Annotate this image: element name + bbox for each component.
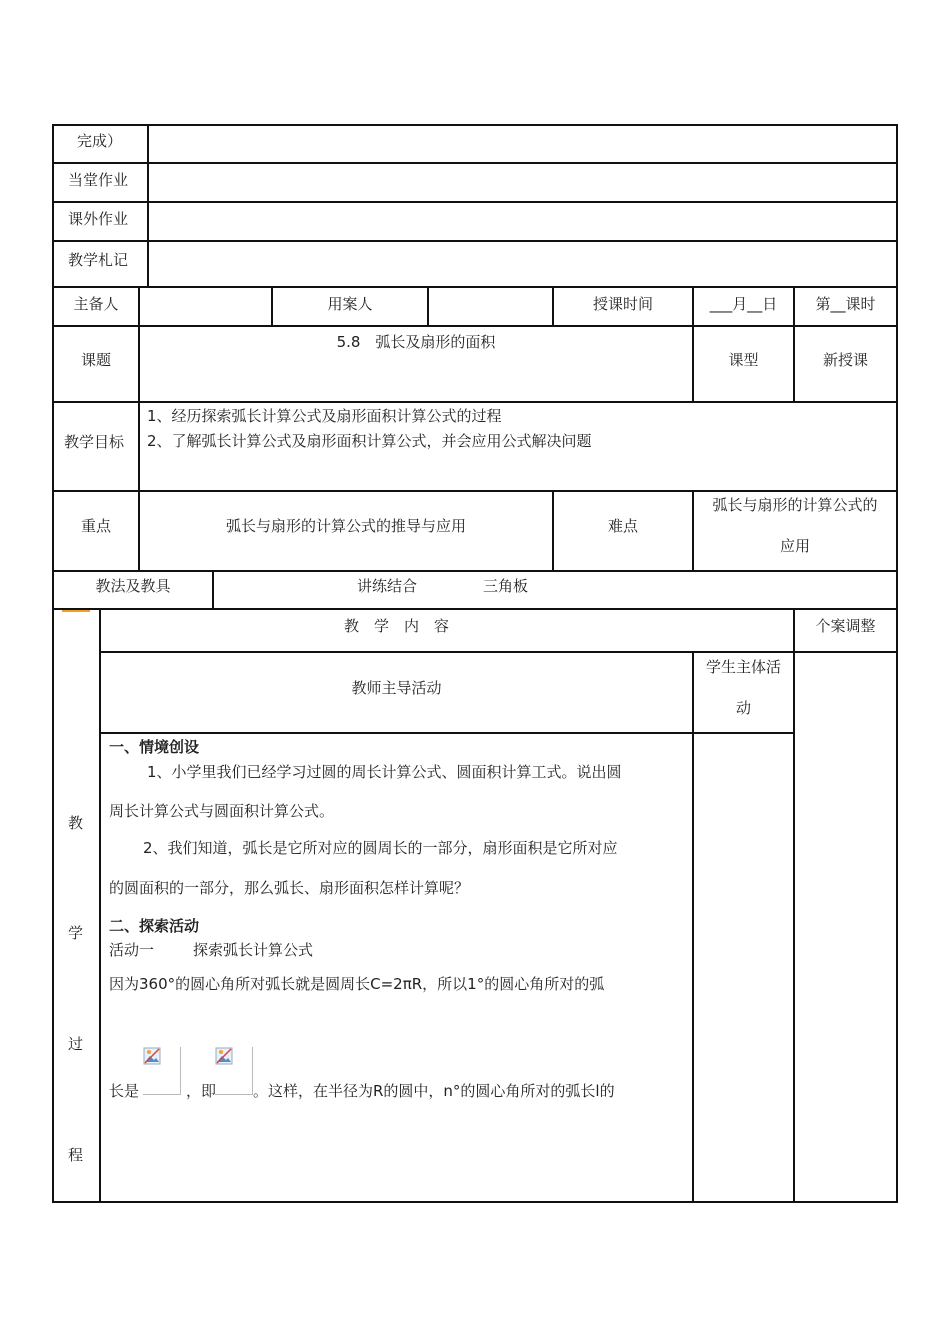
paragraph-2-line-1: 2、我们知道，弧长是它所对应的圆周长的一部分，扇形面积是它所对应 — [143, 839, 618, 857]
paragraph-2-line-2: 的圆面积的一部分，那么弧长、扇形面积怎样计算呢？ — [109, 879, 470, 897]
row-label-zhaji: 教学札记 — [68, 251, 129, 269]
section-heading-1: 一、情境创设 — [109, 738, 200, 756]
methods-label: 教法及教具 — [95, 577, 171, 595]
date-field: ___月__日 — [709, 295, 778, 313]
paragraph-1-line-1: 1、小学里我们已经学习过圆的周长计算公式、圆面积计算工式。说出圆 — [147, 763, 622, 781]
label-zhubei: 主备人 — [73, 295, 119, 313]
row-label-kewai: 课外作业 — [68, 210, 129, 228]
side-char-4: 程 — [68, 1146, 84, 1164]
formula-image-placeholder-1 — [143, 1047, 181, 1095]
activity-1-label: 活动一 — [109, 941, 155, 959]
lesson-type-label: 课型 — [728, 351, 759, 369]
formula-image-placeholder-2 — [215, 1047, 253, 1095]
paragraph-1-line-2: 周长计算公式与圆面积计算公式。 — [109, 802, 335, 820]
label-shouke: 授课时间 — [592, 295, 653, 313]
methods-value-2: 三角板 — [483, 577, 529, 595]
activity-1-title: 探索弧长计算公式 — [193, 941, 314, 959]
goals-label: 教学目标 — [64, 433, 125, 451]
period-field: 第__课时 — [815, 295, 876, 313]
side-char-3: 过 — [68, 1035, 84, 1053]
focus-label: 重点 — [80, 517, 111, 535]
student-header-line-1: 学生主体活 — [705, 658, 781, 676]
topic-title: 5.8 弧长及扇形的面积 — [336, 333, 496, 351]
goal-item-1: 1、经历探索弧长计算公式及扇形面积计算公式的过程 — [147, 407, 502, 425]
focus-value: 弧长与扇形的计算公式的推导与应用 — [225, 517, 466, 535]
content-header: 教 学 内 容 — [343, 617, 449, 635]
paragraph-3: 因为360°的圆心角所对弧长就是圆周长C=2πR，所以1°的圆心角所对的弧 — [109, 975, 605, 993]
difficulty-line-1: 弧长与扇形的计算公式的 — [712, 496, 878, 514]
row-label-dangtang: 当堂作业 — [68, 171, 129, 189]
side-char-2: 学 — [68, 924, 84, 942]
lesson-type-value: 新授课 — [822, 351, 868, 369]
paragraph-4-part-a: 长是 — [109, 1082, 140, 1100]
goal-item-2: 2、了解弧长计算公式及扇形面积计算公式，并会应用公式解决问题 — [147, 432, 592, 450]
label-yongan: 用案人 — [327, 295, 373, 313]
teacher-header: 教师主导活动 — [351, 679, 442, 697]
student-header-line-2: 动 — [735, 699, 751, 717]
difficulty-line-2: 应用 — [779, 537, 810, 555]
adjust-header: 个案调整 — [815, 617, 876, 635]
topic-label: 课题 — [80, 351, 111, 369]
row-label-wancheng: 完成） — [77, 132, 123, 150]
difficulty-label: 难点 — [607, 517, 638, 535]
broken-image-icon — [215, 1047, 233, 1065]
paragraph-4-part-b: ，即 — [186, 1082, 217, 1100]
side-char-1: 教 — [68, 814, 84, 832]
methods-value-1: 讲练结合 — [357, 577, 418, 595]
broken-image-icon — [143, 1047, 161, 1065]
section-heading-2: 二、探索活动 — [109, 917, 200, 935]
paragraph-4-part-c: 。这样，在半径为R的圆中，n°的圆心角所对的弧长l的 — [253, 1082, 615, 1100]
